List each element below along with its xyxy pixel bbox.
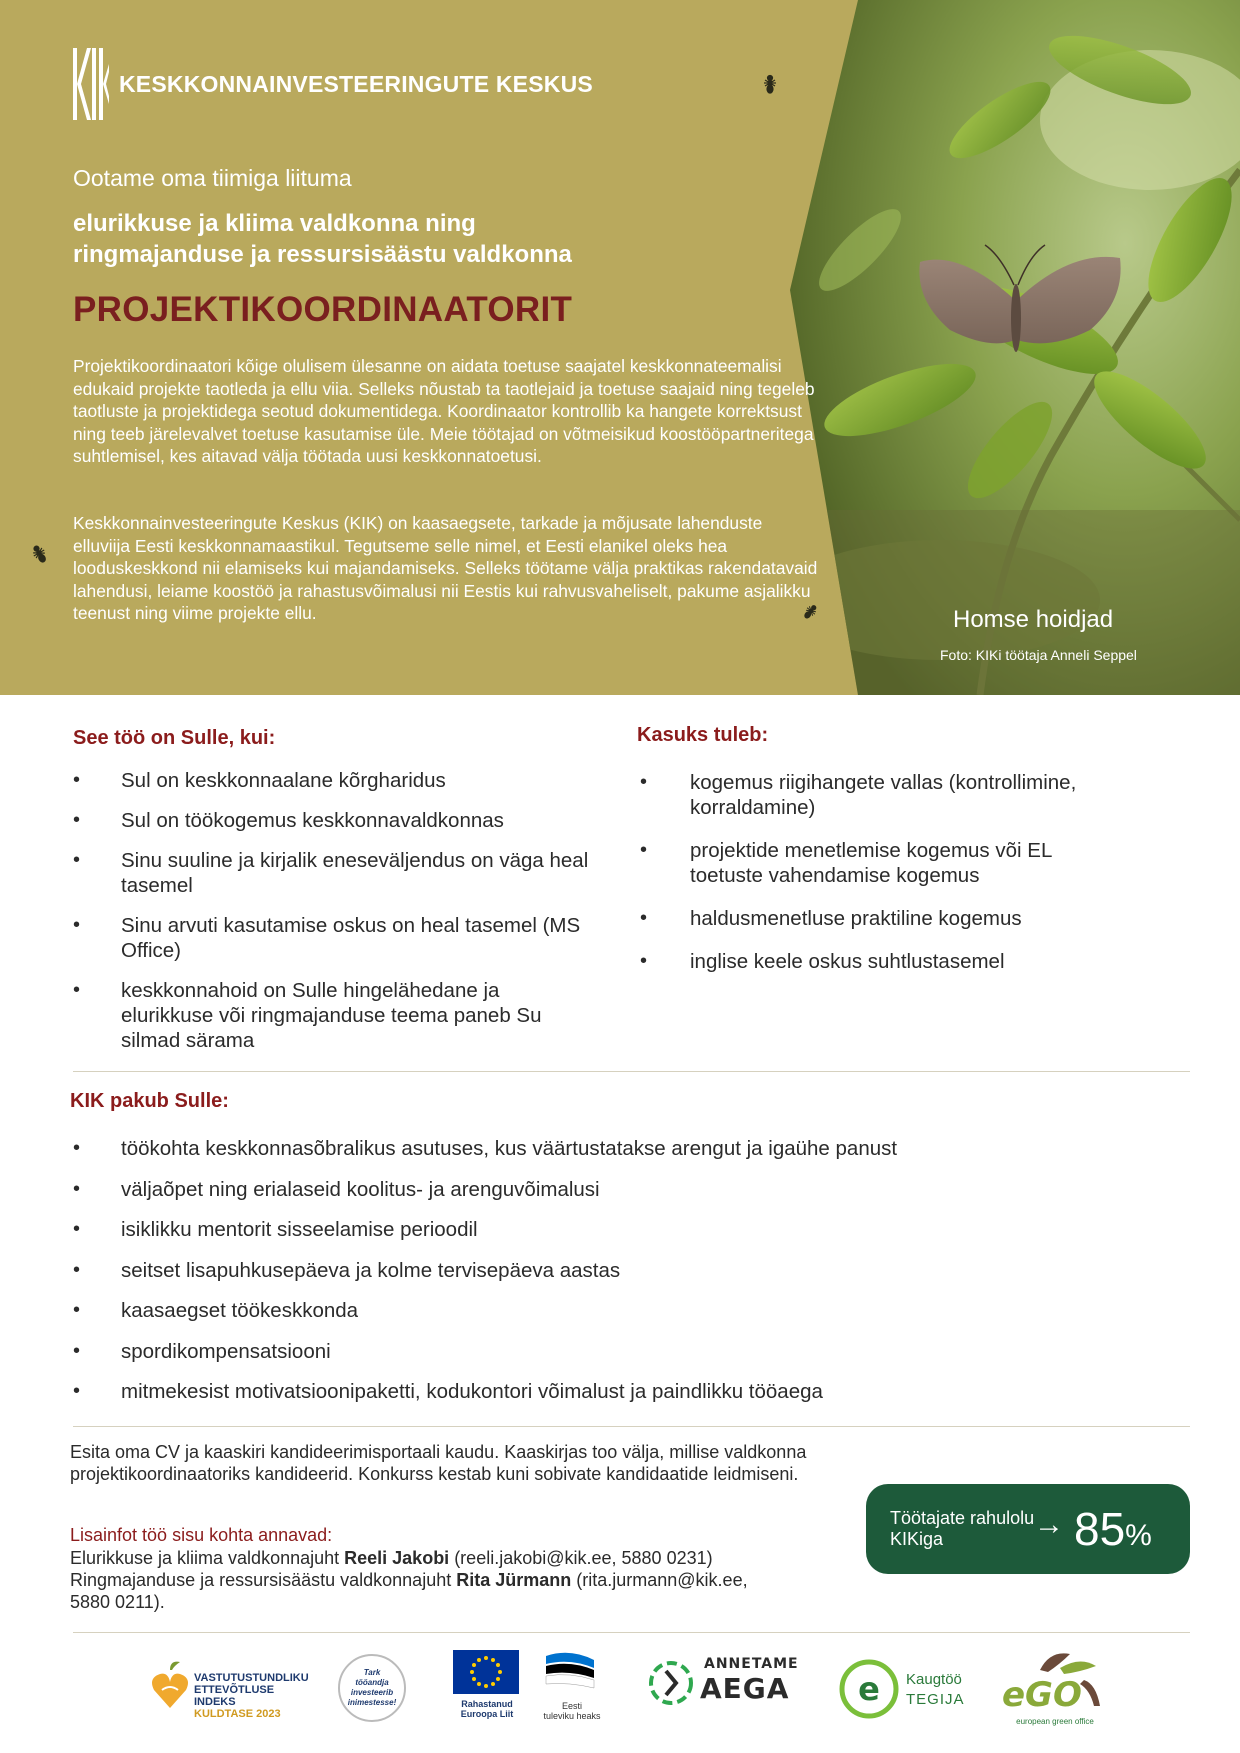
list-item: • inglise keele oskus suhtlustasemel bbox=[640, 949, 1120, 974]
kik-logo-mark bbox=[73, 48, 109, 120]
seal-text: Tark tööandja investeerib inimestesse! bbox=[347, 1668, 397, 1707]
arrow-right-icon: → bbox=[1034, 1508, 1064, 1541]
contact-role: Elurikkuse ja kliima valdkonnajuht bbox=[70, 1548, 345, 1568]
ant-icon bbox=[26, 540, 52, 566]
requirements-list bbox=[73, 768, 593, 1068]
eu-logo bbox=[453, 1650, 521, 1719]
list-item: • Sinu arvuti kasutamise oskus on heal tasemel (MS Office) bbox=[73, 913, 593, 963]
ant-icon bbox=[757, 70, 783, 96]
list-item: • spordikompensatsiooni bbox=[73, 1339, 1173, 1364]
list-item: • mitmekesist motivatsioonipaketti, kodukontori võimalust ja paindlikku tööaega bbox=[73, 1379, 1173, 1404]
contact-details: (rita.jurmann@kik.ee, 5880 0211). bbox=[70, 1570, 748, 1612]
vei-line: VASTUTUSTUNDLIKU bbox=[194, 1672, 309, 1684]
vei-line: ETTEVÕTLUSE INDEKS bbox=[194, 1684, 275, 1708]
annetame-text: ANNETAME bbox=[704, 1656, 799, 1672]
contact-info-title: Lisainfot töö sisu kohta annavad: bbox=[70, 1525, 333, 1545]
e-circle-icon bbox=[838, 1658, 900, 1720]
badge-label: Töötajate rahulolu KIKiga bbox=[890, 1508, 1035, 1549]
list-item: • keskkonnahoid on Sulle hingelähedane ja elurikkuse või ringmajanduse teema paneb Su silmad särama bbox=[73, 978, 593, 1053]
requirements-title: See töö on Sulle, kui: bbox=[73, 727, 276, 749]
tark-tooandja-seal bbox=[338, 1654, 406, 1722]
eesti-logo bbox=[540, 1650, 604, 1721]
svg-text:e: e bbox=[858, 1670, 880, 1708]
kaugtoo-text: Kaugtöö bbox=[906, 1671, 962, 1688]
list-item: • isiklikku mentorit sisseelamise perioodil bbox=[73, 1217, 1173, 1242]
contact-rita bbox=[70, 1569, 770, 1613]
divider bbox=[73, 1426, 1190, 1427]
logo-name: KESKKONNAINVESTEERINGUTE KESKUS bbox=[119, 70, 593, 97]
contact-name: Rita Jürmann bbox=[456, 1570, 572, 1590]
advantages-title: Kasuks tuleb: bbox=[637, 724, 769, 746]
subtitle-line: elurikkuse ja kliima valdkonna ning bbox=[73, 210, 476, 237]
contact-name: Reeli Jakobi bbox=[344, 1548, 450, 1568]
photo-caption: Homse hoidjad bbox=[953, 606, 1114, 633]
apply-instructions: Esita oma CV ja kaaskiri kandideerimisportaali kaudu. Kaaskirjas too välja, millise valdkonna projektikoordinaatoriks kandideerid. Konkurss kestab kuni sobivate kandidaatide leidmiseni. bbox=[70, 1442, 807, 1484]
job-subtitle bbox=[73, 208, 753, 270]
aega-text: AEGA bbox=[700, 1672, 790, 1705]
svg-text:eGO: eGO bbox=[1002, 1675, 1082, 1712]
contact-details: (reeli.jakobi@kik.ee, 5880 0231) bbox=[449, 1548, 713, 1568]
subtitle-line: ringmajanduse ja ressursisäästu valdkonna bbox=[73, 241, 572, 268]
role-description: Projektikoordinaatori kõige olulisem ülesanne on aidata toetuse saajatel keskkonnateemalisi edukaid projekte taotleda ja ellu viia. Selleks nõustab ta taotlejaid ja toetuse saajaid ning tegeleb taotluste ja projektidega seotud dokumentidega. Koordinaator kontrollib ka hangete korrektsust ning teeb järelevalvet toetuse kasutamise üle. Meie töötajad on võtmeisikud koostööpartneritega suhtlemisel, kes aitavad välja töötada uusi keskkonnatoetusi. bbox=[73, 356, 815, 466]
list-item: • haldusmenetluse praktiline kogemus bbox=[640, 906, 1120, 931]
annetame-aega-logo bbox=[648, 1656, 799, 1712]
ego-logo bbox=[1000, 1650, 1110, 1724]
kik-logo bbox=[73, 48, 593, 120]
badge-number: 85 bbox=[1074, 1503, 1126, 1555]
satisfaction-badge bbox=[866, 1484, 1190, 1574]
list-item: • projektide menetlemise kogemus või EL toetuste vahendamise kogemus bbox=[640, 838, 1120, 888]
company-description: Keskkonnainvesteeringute Keskus (KIK) on kaasaegsete, tarkade ja mõjusate lahenduste elluviija Eesti keskkonnamaastikul. Tegutseme selle nimel, et Eesti elanikel oleks hea looduskeskkond nii elamiseks kui majandamiseks. Selleks töötame välja praktikas rakendatavaid lahendusi, leiame koostöö ja rahastusvõimalusi nii Eestis kui rahvusvaheliselt, pakume asjalikku teenust ning viime projekte ellu. bbox=[73, 513, 818, 623]
vei-logo bbox=[150, 1660, 310, 1720]
ego-leaf-icon bbox=[1000, 1650, 1110, 1712]
ant-icon bbox=[800, 600, 822, 622]
kaugtoo-tegija-logo bbox=[838, 1658, 978, 1724]
list-item: • Sul on töökogemus keskkonnavaldkonnas bbox=[73, 808, 593, 833]
estonian-flag-wave-icon bbox=[540, 1650, 600, 1696]
list-item: • väljaõpet ning erialaseid koolitus- ja arenguvõimalusi bbox=[73, 1177, 1173, 1202]
divider bbox=[73, 1632, 1190, 1633]
page-title: PROJEKTIKOORDINAATORIT bbox=[73, 290, 573, 329]
eu-flag-icon bbox=[453, 1650, 519, 1694]
vei-line: KULDTASE 2023 bbox=[194, 1708, 281, 1720]
offer-title: KIK pakub Sulle: bbox=[70, 1090, 229, 1112]
list-item: • kaasaegset töökeskkonda bbox=[73, 1298, 1173, 1323]
partner-logos bbox=[0, 1650, 1240, 1730]
badge-value bbox=[1074, 1502, 1152, 1556]
badge-unit: % bbox=[1125, 1519, 1152, 1552]
photo-credit: Foto: KIKi töötaja Anneli Seppel bbox=[940, 647, 1137, 663]
list-item: • Sinu suuline ja kirjalik eneseväljendus on väga heal tasemel bbox=[73, 848, 593, 898]
list-item: • Sul on keskkonnaalane kõrgharidus bbox=[73, 768, 593, 793]
eesti-caption: tuleviku heaks bbox=[543, 1711, 601, 1721]
list-item: • seitset lisapuhkusepäeva ja kolme tervisepäeva aastas bbox=[73, 1258, 1173, 1283]
advantages-list bbox=[640, 770, 1120, 992]
eu-caption: Euroopa Liit bbox=[460, 1709, 514, 1719]
hourglass-clock-icon bbox=[648, 1658, 694, 1708]
ego-subtitle: european green office bbox=[1016, 1717, 1094, 1726]
eesti-caption: Eesti bbox=[561, 1701, 582, 1711]
tegija-text: TEGIJA bbox=[906, 1691, 965, 1708]
heart-hands-icon bbox=[150, 1660, 190, 1712]
eu-caption: Rahastanud bbox=[461, 1699, 513, 1709]
intro-text: Ootame oma tiimiga liituma bbox=[73, 165, 352, 191]
hero-banner bbox=[0, 0, 1240, 695]
offer-list bbox=[73, 1136, 1173, 1420]
list-item: • kogemus riigihangete vallas (kontrollimine, korraldamine) bbox=[640, 770, 1120, 820]
contact-role: Ringmajanduse ja ressursisäästu valdkonnajuht bbox=[70, 1570, 457, 1590]
list-item: • töökohta keskkonnasõbralikus asutuses, kus väärtustatakse arengut ja igaühe panust bbox=[73, 1136, 1173, 1161]
divider bbox=[73, 1071, 1190, 1072]
contact-reeli bbox=[70, 1547, 713, 1569]
